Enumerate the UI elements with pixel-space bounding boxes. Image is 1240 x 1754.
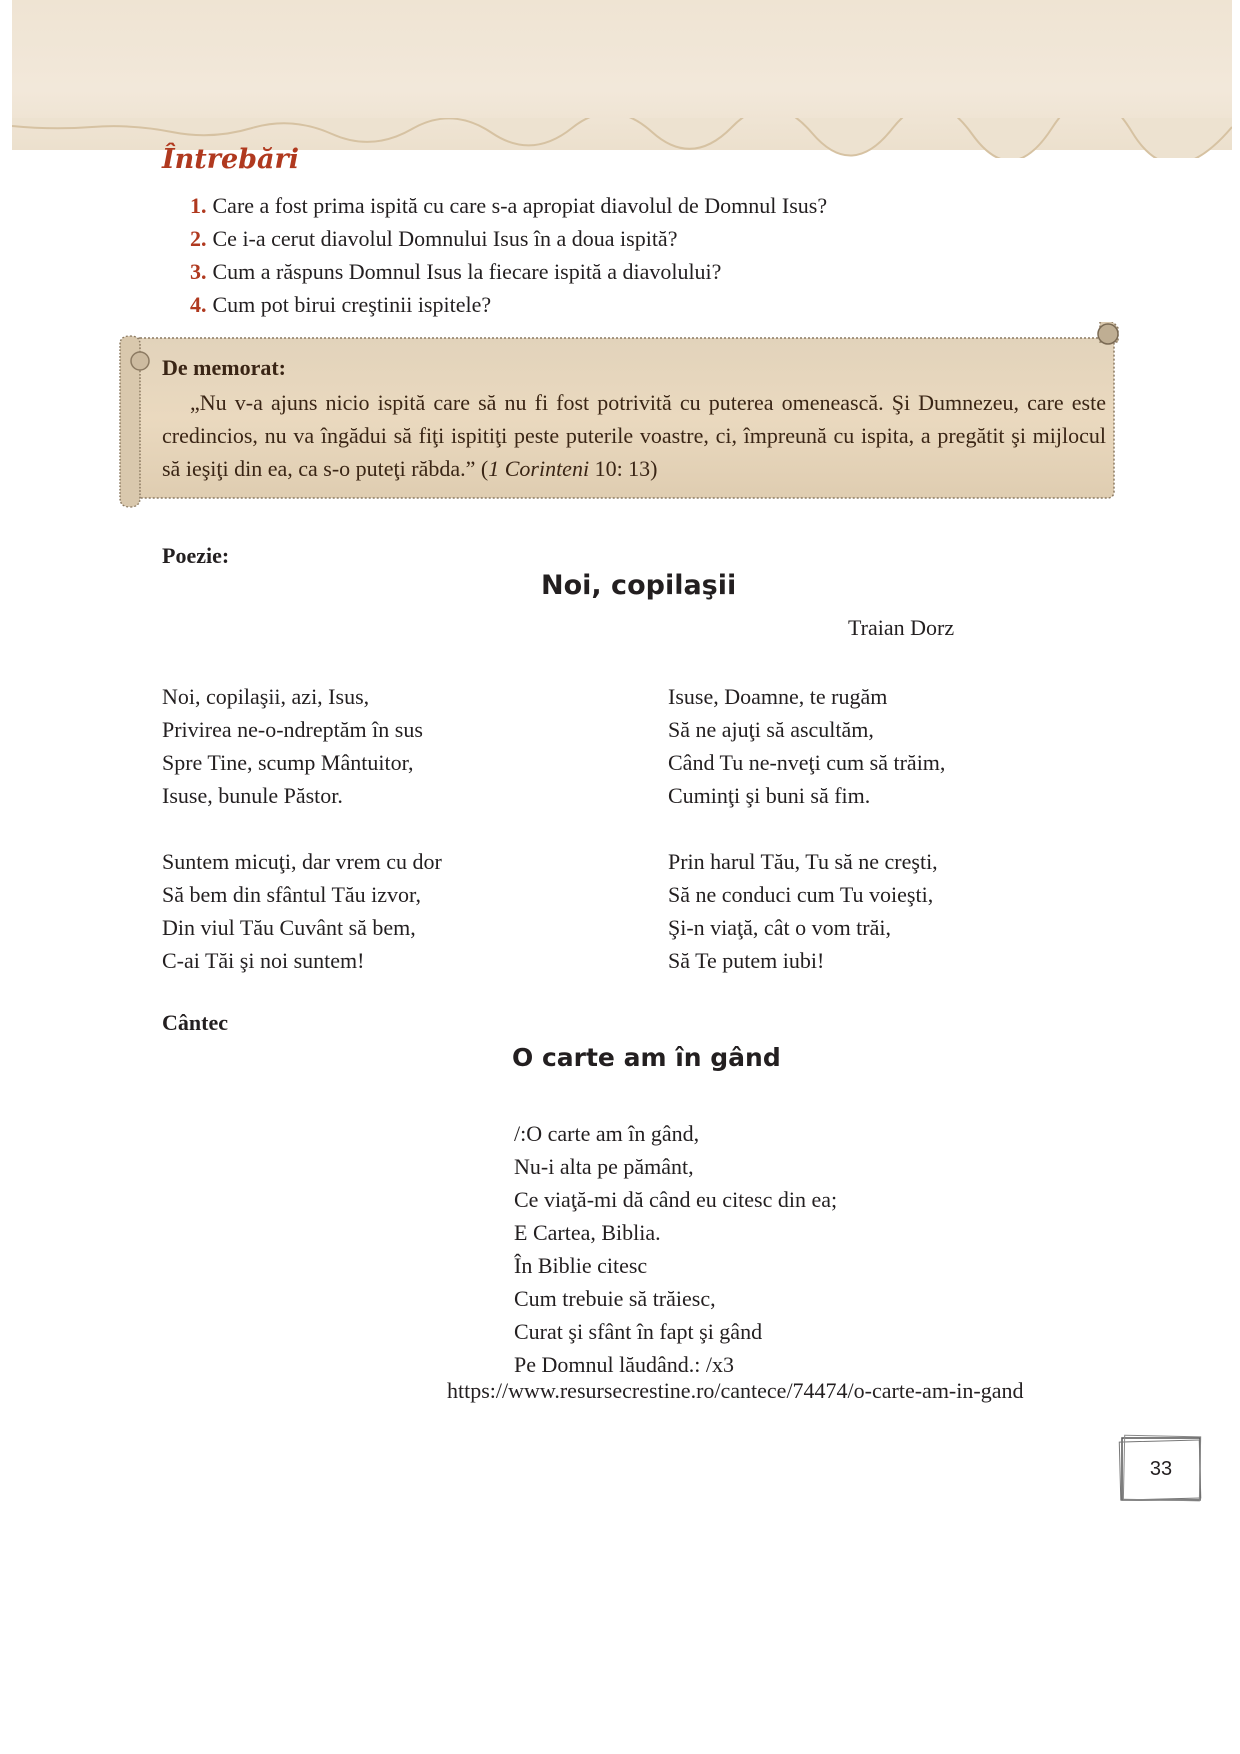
song-line: Pe Domnul lăudând.: /x3 [514,1352,734,1377]
question-number: 2. [190,226,207,251]
quote-text: „Nu v-a ajuns nicio ispită care să nu fi fost potrivită cu puterea omenească. Şi Dumnezeu, care este credincios, nu va îngădui să fiţi ispitiţi peste puterile voastre, ci, împreună cu ispita, a pregătit şi mijlocul să ieşiţi din ea, ca s-o puteţi răbda.” ( [162,390,1106,481]
question-number: 4. [190,292,207,317]
song-lyrics [514,1117,837,1381]
questions-list [190,189,827,321]
question-number: 1. [190,193,207,218]
song-line: E Cartea, Biblia. [514,1220,661,1245]
poem-line: Noi, copilaşii, azi, Isus, [162,684,370,709]
poem-line: Când Tu ne-nveţi cum să trăim, [668,750,946,775]
question-text: Cum a răspuns Domnul Isus la fiecare ispită a diavolului? [212,259,722,284]
page-number-box [1118,1434,1204,1504]
poem-line: Cuminţi şi buni să fim. [668,783,871,808]
quote-reference-book: 1 Corinteni [488,456,590,481]
memorize-heading: De memorat: [162,355,286,380]
poem-line: Privirea ne-o-ndreptăm în sus [162,717,423,742]
questions-heading: Întrebări [162,144,299,175]
question-text: Care a fost prima ispită cu care s-a apropiat diavolul de Domnul Isus? [212,193,828,218]
poem-label: Poezie: [162,543,230,568]
song-line: Cum trebuie să trăiesc, [514,1286,716,1311]
poem-line: Să ne conduci cum Tu voieşti, [668,882,934,907]
question-item [190,222,827,255]
memorize-quote [162,386,1106,485]
poem-line: Să ne ajuţi să ascultăm, [668,717,874,742]
poem-line: Şi-n viaţă, cât o vom trăi, [668,915,891,940]
poem-line: Să bem din sfântul Tău izvor, [162,882,421,907]
question-item [190,189,827,222]
poem-stanza-1 [162,680,423,812]
question-item [190,255,827,288]
song-source-link[interactable]: https://www.resursecrestine.ro/cantece/74474/o-carte-am-in-gand [447,1378,1024,1403]
poem-line: C-ai Tăi şi noi suntem! [162,948,365,973]
song-line: În Biblie citesc [514,1253,648,1278]
quote-reference-verse: 10: 13) [589,456,658,481]
poem-stanza-4 [668,845,938,977]
poem-line: Prin harul Tău, Tu să ne creşti, [668,849,938,874]
song-title: O carte am în gând [512,1043,781,1072]
poem-line: Din viul Tău Cuvânt să bem, [162,915,416,940]
poem-author: Traian Dorz [848,615,955,640]
question-number: 3. [190,259,207,284]
poem-line: Isuse, Doamne, te rugăm [668,684,888,709]
poem-title: Noi, copilaşii [541,570,737,601]
song-label: Cântec [162,1010,228,1035]
question-item [190,288,827,321]
poem-stanza-3 [162,845,442,977]
question-text: Cum pot birui creştinii ispitele? [212,292,492,317]
poem-line: Isuse, bunule Păstor. [162,783,343,808]
song-line: Curat şi sfânt în fapt şi gând [514,1319,763,1344]
song-line: Nu-i alta pe pământ, [514,1154,694,1179]
song-line: /:O carte am în gând, [514,1121,700,1146]
poem-line: Spre Tine, scump Mântuitor, [162,750,414,775]
page-number: 33 [1149,1457,1173,1480]
song-line: Ce viaţă-mi dă când eu citesc din ea; [514,1187,838,1212]
poem-line: Să Te putem iubi! [668,948,825,973]
poem-line: Suntem micuţi, dar vrem cu dor [162,849,442,874]
poem-stanza-2 [668,680,945,812]
question-text: Ce i-a cerut diavolul Domnului Isus în a doua ispită? [212,226,678,251]
